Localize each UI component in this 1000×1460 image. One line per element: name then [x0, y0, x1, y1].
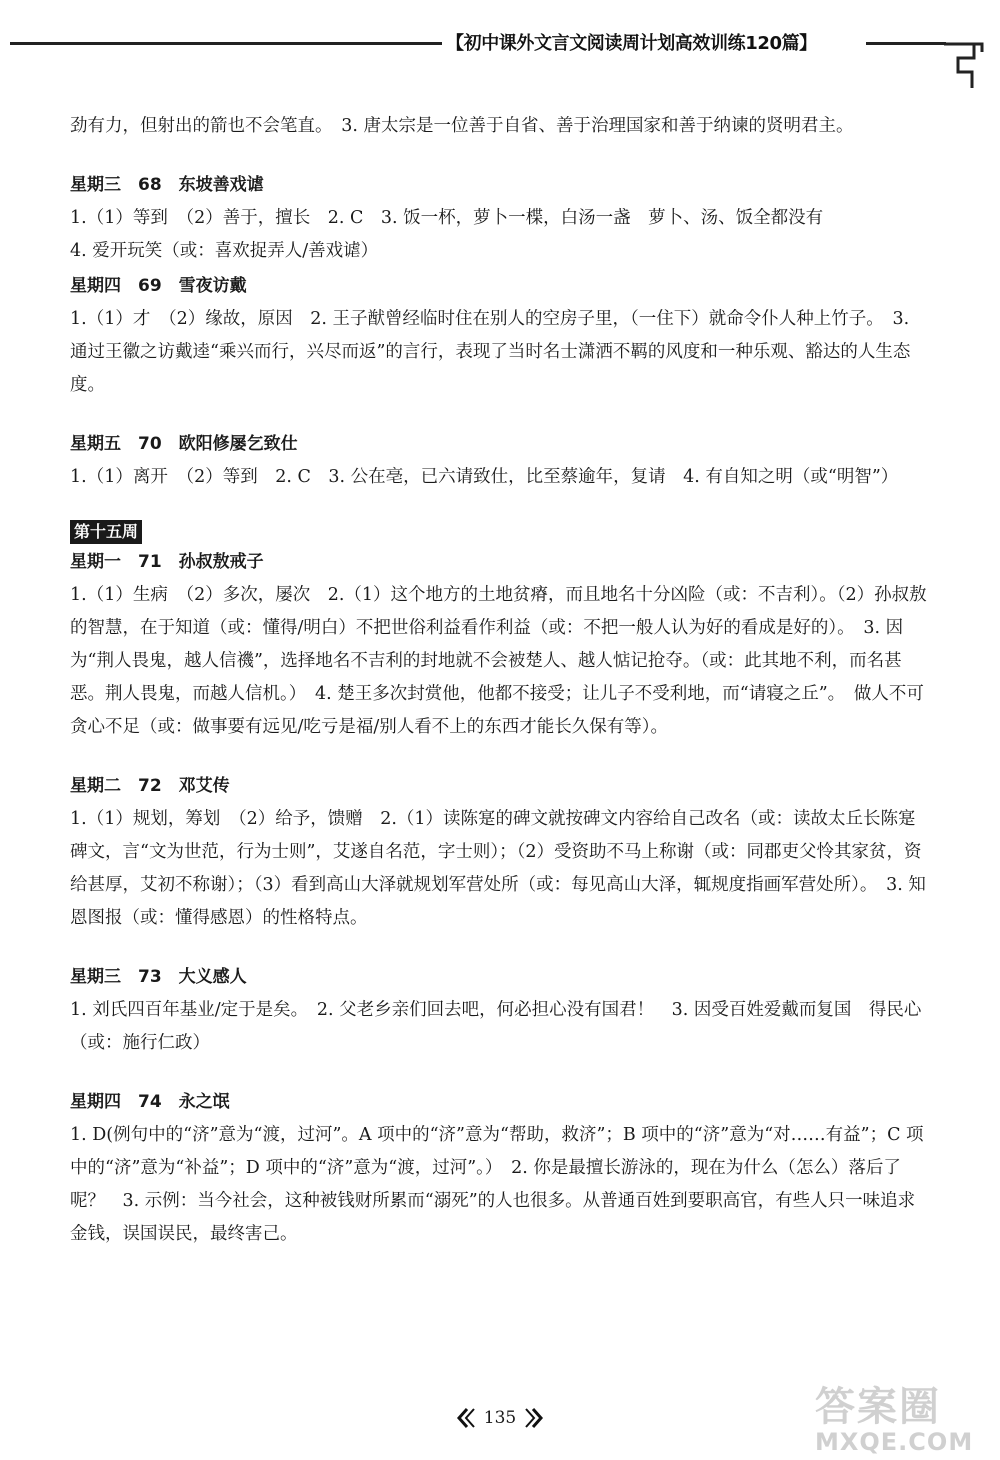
watermark-url: MXQE.COM — [815, 1428, 974, 1456]
section-heading: 星期三 68 东坡善戏谑 — [70, 175, 264, 195]
answer-section — [70, 270, 930, 402]
answer-section — [70, 428, 930, 494]
answer-line: 1.（1）规划，筹划 （2）给予，馈赠 2.（1）读陈寔的碑文就按碑文内容给自己改名（或：读故太丘长陈寔碑文，言“文为世范，行为士则”，艾遂自名范，字士则）；（2）受资助不马上称谢（或：同郡吏父怜其家贫，资给甚厚，艾初不称谢）；（3）看到高山大泽就规划军营处所（或：每见高山大泽，辄规度指画军营处所）。 3. 知恩图报（或：懂得感恩）的性格特点。 — [70, 809, 926, 928]
answer-section — [70, 1086, 930, 1251]
section-heading: 星期四 74 永之氓 — [70, 1092, 230, 1112]
answer-section — [70, 770, 930, 935]
week-label-badge: 第十五周 — [70, 520, 142, 544]
continued-paragraph: 劲有力，但射出的箭也不会笔直。 3. 唐太宗是一位善于自省、善于治理国家和善于纳谏的贤明君主。 — [70, 116, 854, 136]
answer-line: 1. D(例句中的“济”意为“渡，过河”。A 项中的“济”意为“帮助，救济”；B 项中的“济”意为“对……有益”；C 项中的“济”意为“补益”；D 项中的“济”意为“渡，过河”。） 2. 你是最擅长游泳的，现在为什么（怎么）落后了呢？ 3. 示例：当今社会，这种被钱财所累而“溺死”的人也很多。从普通百姓到要职高官，有些人只一味追求金钱，误国误民，最终害己。 — [70, 1125, 924, 1244]
section-heading: 星期五 70 欧阳修屡乞致仕 — [70, 434, 298, 454]
page-footer — [430, 1400, 570, 1436]
left-arrow-icon — [456, 1407, 478, 1429]
header-corner-ornament — [944, 32, 984, 88]
page-number: 135 — [483, 1408, 517, 1428]
answer-line: 1. 刘氏四百年基业/定于是矣。 2. 父老乡亲们回去吧，何必担心没有国君！ 3. 因受百姓爱戴而复国 得民心（或：施行仁政） — [70, 1000, 922, 1053]
answer-line: 1.（1）离开 （2）等到 2. C 3. 公在亳，已六请致仕，比至蔡逾年，复请 4. 有自知之明（或“明智”） — [70, 467, 899, 487]
answer-section — [70, 546, 930, 744]
right-arrow-icon — [522, 1407, 544, 1429]
section-heading: 星期二 72 邓艾传 — [70, 776, 230, 796]
running-header-title: 【初中课外文言文阅读周计划高效训练120篇】 — [446, 33, 817, 54]
site-watermark — [815, 1385, 990, 1457]
section-heading: 星期四 69 雪夜访戴 — [70, 276, 247, 296]
header-rule-left — [10, 42, 442, 45]
watermark-logo-text: 答案圈 — [815, 1384, 941, 1430]
answer-line: 1.（1）才 （2）缘故，原因 2. 王子猷曾经临时住在别人的空房子里，（一住下）就命令仆人种上竹子。 3. 通过王徽之访戴逵“乘兴而行，兴尽而返”的言行，表现了当时名士潇洒不羁的风度和一种乐观、豁达的人生态度。 — [70, 309, 915, 395]
section-heading: 星期三 73 大义感人 — [70, 967, 247, 987]
answer-line: 1.（1）生病 （2）多次，屡次 2.（1）这个地方的土地贫瘠，而且地名十分凶险（或：不吉利）。（2）孙叔敖的智慧，在于知道（或：懂得/明白）不把世俗利益看作利益（或：不把一般人认为好的看成是好的）。 3. 因为“荆人畏鬼，越人信禨”，选择地名不吉利的封地就不会被楚人、越人惦记抢夺。（或：此其地不利，而名甚恶。荆人畏鬼，而越人信机。） 4. 楚王多次封赏他，他都不接受；让儿子不受利地，而“请寝之丘”。 做人不可贪心不足（或：做事要有远见/吃亏是福/别人看不上的东西才能长久保有等）。 — [70, 585, 927, 737]
answer-section — [70, 961, 930, 1060]
answer-section — [70, 169, 930, 268]
section-heading: 星期一 71 孙叔敖戒子 — [70, 552, 264, 572]
answer-content — [70, 110, 930, 1251]
header-rule-right — [866, 42, 946, 45]
answer-line: 1.（1）等到 （2）善于，擅长 2. C 3. 饭一杯，萝卜一楪，白汤一盏 萝卜、汤、饭全都没有 — [70, 208, 824, 228]
answer-line: 4. 爱开玩笑（或：喜欢捉弄人/善戏谑） — [70, 241, 379, 261]
